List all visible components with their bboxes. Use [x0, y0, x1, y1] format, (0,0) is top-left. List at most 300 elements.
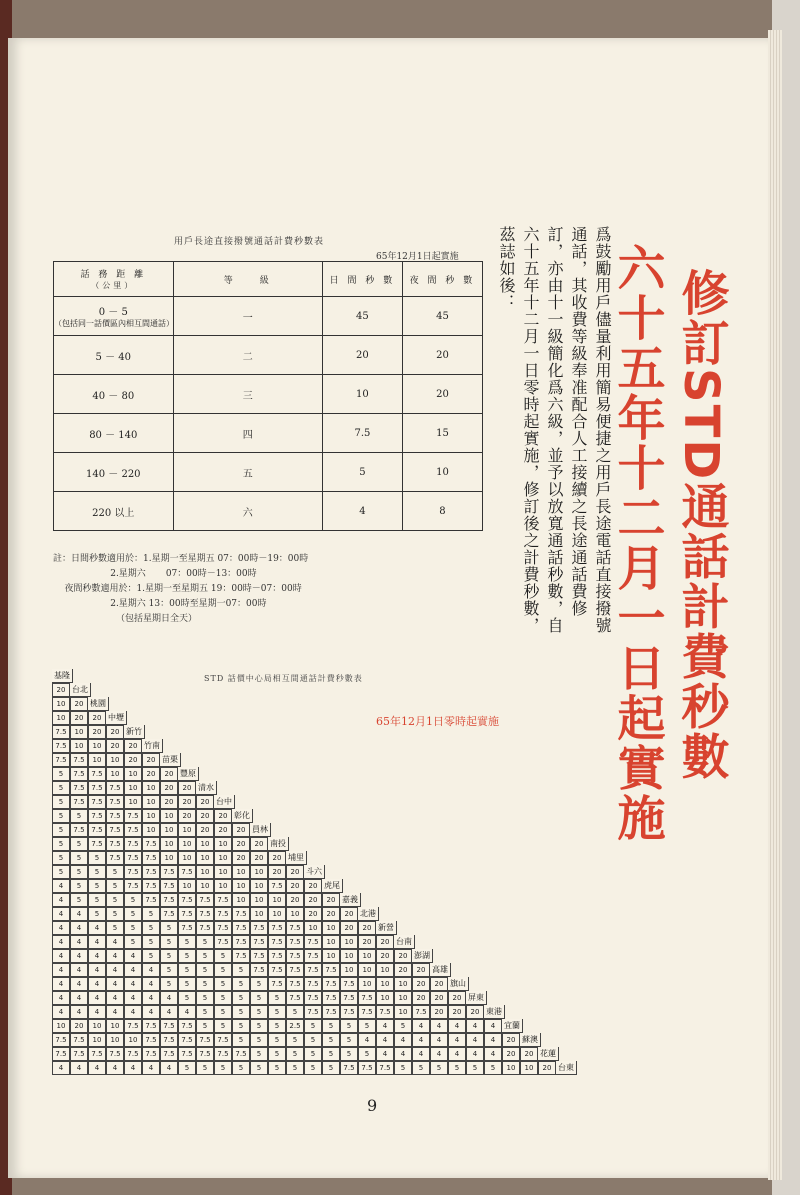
matrix-station-label: 嘉義: [340, 893, 361, 907]
matrix-cell: 7.5: [268, 879, 286, 893]
matrix-cell: 20: [286, 893, 304, 907]
matrix-cell: 7.5: [160, 893, 178, 907]
matrix-cell: 10: [142, 823, 160, 837]
matrix-cell: 20: [142, 753, 160, 767]
matrix-cell: 5: [304, 1061, 322, 1075]
matrix-cell: 4: [70, 1061, 88, 1075]
matrix-cell: 7.5: [70, 795, 88, 809]
matrix-cell: 5: [160, 921, 178, 935]
night-seconds-cell: 20: [402, 336, 482, 375]
matrix-cell: 5: [88, 879, 106, 893]
day-seconds-cell: 20: [322, 336, 402, 375]
matrix-cell: 4: [430, 1019, 448, 1033]
matrix-cell: 5: [70, 809, 88, 823]
matrix-cell: 7.5: [322, 1005, 340, 1019]
matrix-cell: 10: [160, 823, 178, 837]
rate-table-notes: [53, 552, 308, 627]
matrix-cell: 5: [142, 921, 160, 935]
matrix-cell: 7.5: [124, 837, 142, 851]
matrix-cell: 7.5: [376, 1005, 394, 1019]
rate-table-body: [54, 297, 483, 531]
matrix-cell: 7.5: [340, 1005, 358, 1019]
matrix-cell: 7.5: [304, 963, 322, 977]
matrix-title: STD 話價中心局相互間通話計費秒數表: [204, 674, 363, 683]
matrix-cell: 7.5: [88, 781, 106, 795]
matrix-cell: 20: [88, 725, 106, 739]
matrix-cell: 7.5: [268, 963, 286, 977]
matrix-cell: 7.5: [124, 809, 142, 823]
matrix-cell: 20: [538, 1061, 556, 1075]
matrix-cell: 7.5: [232, 921, 250, 935]
header-day-seconds: 日 間 秒 數: [322, 262, 402, 297]
matrix-cell: 7.5: [268, 921, 286, 935]
distance-cell: 5 － 40: [54, 336, 174, 375]
matrix-cell: 4: [88, 921, 106, 935]
matrix-cell: 7.5: [142, 837, 160, 851]
matrix-cell: 5: [304, 1033, 322, 1047]
matrix-cell: 7.5: [106, 837, 124, 851]
matrix-cell: 10: [106, 1033, 124, 1047]
matrix-cell: 5: [268, 1033, 286, 1047]
matrix-cell: 5: [178, 1061, 196, 1075]
matrix-cell: 20: [160, 781, 178, 795]
matrix-cell: 7.5: [142, 1047, 160, 1061]
matrix-cell: 7.5: [214, 1047, 232, 1061]
matrix-cell: 20: [358, 935, 376, 949]
matrix-cell: 10: [250, 865, 268, 879]
matrix-cell: 4: [358, 1033, 376, 1047]
matrix-cell: 20: [70, 1019, 88, 1033]
matrix-station-label: 員林: [250, 823, 271, 837]
matrix-cell: 4: [70, 921, 88, 935]
matrix-cell: 10: [52, 711, 70, 725]
matrix-cell: 20: [268, 865, 286, 879]
matrix-cell: 10: [268, 893, 286, 907]
rate-row: [54, 297, 483, 336]
rate-row: [54, 492, 483, 531]
matrix-cell: 10: [70, 725, 88, 739]
matrix-cell: 7.5: [88, 809, 106, 823]
matrix-cell: 20: [106, 725, 124, 739]
matrix-cell: 4: [88, 991, 106, 1005]
page-number: 9: [367, 1096, 378, 1115]
matrix-cell: 4: [466, 1019, 484, 1033]
matrix-cell: 5: [106, 879, 124, 893]
matrix-cell: 5: [124, 921, 142, 935]
matrix-cell: 4: [70, 907, 88, 921]
matrix-cell: 7.5: [214, 1033, 232, 1047]
matrix-cell: 7.5: [124, 879, 142, 893]
matrix-station-label: 豐原: [178, 767, 199, 781]
matrix-cell: 10: [250, 879, 268, 893]
matrix-cell: 5: [304, 1019, 322, 1033]
matrix-cell: 4: [448, 1047, 466, 1061]
matrix-cell: 10: [322, 935, 340, 949]
matrix-station-label: 花蓮: [538, 1047, 559, 1061]
matrix-cell: 10: [358, 949, 376, 963]
matrix-cell: 10: [70, 739, 88, 753]
matrix-cell: 5: [214, 949, 232, 963]
grade-cell: 一: [173, 297, 322, 336]
matrix-cell: 10: [322, 921, 340, 935]
matrix-cell: 10: [394, 1005, 412, 1019]
matrix-cell: 4: [106, 935, 124, 949]
matrix-cell: 10: [520, 1061, 538, 1075]
matrix-cell: 4: [124, 963, 142, 977]
matrix-cell: 7.5: [106, 795, 124, 809]
matrix-cell: 7.5: [214, 935, 232, 949]
matrix-cell: 7.5: [250, 921, 268, 935]
matrix-cell: 10: [358, 963, 376, 977]
matrix-cell: 10: [88, 753, 106, 767]
matrix-cell: 4: [376, 1047, 394, 1061]
matrix-cell: 20: [304, 893, 322, 907]
matrix-cell: 10: [106, 753, 124, 767]
matrix-cell: 5: [196, 991, 214, 1005]
matrix-cell: 5: [88, 865, 106, 879]
matrix-cell: 10: [502, 1061, 520, 1075]
matrix-cell: 7.5: [214, 907, 232, 921]
matrix-cell: 5: [322, 1047, 340, 1061]
matrix-cell: 7.5: [250, 949, 268, 963]
matrix-cell: 5: [52, 865, 70, 879]
matrix-cell: 10: [88, 1033, 106, 1047]
matrix-cell: 20: [430, 1005, 448, 1019]
matrix-cell: 20: [214, 809, 232, 823]
matrix-cell: 4: [124, 949, 142, 963]
matrix-cell: 7.5: [124, 851, 142, 865]
matrix-cell: 10: [106, 1019, 124, 1033]
matrix-cell: 10: [196, 865, 214, 879]
matrix-cell: 7.5: [178, 921, 196, 935]
matrix-cell: 10: [178, 851, 196, 865]
matrix-cell: 7.5: [340, 977, 358, 991]
matrix-cell: 10: [196, 879, 214, 893]
matrix-cell: 7.5: [106, 851, 124, 865]
matrix-cell: 7.5: [70, 753, 88, 767]
matrix-cell: 5: [196, 1019, 214, 1033]
matrix-cell: 20: [196, 809, 214, 823]
matrix-cell: 7.5: [304, 991, 322, 1005]
matrix-cell: 4: [52, 935, 70, 949]
matrix-cell: 7.5: [88, 795, 106, 809]
night-seconds-cell: 45: [402, 297, 482, 336]
matrix-cell: 7.5: [232, 907, 250, 921]
matrix-cell: 5: [232, 991, 250, 1005]
matrix-cell: 10: [232, 879, 250, 893]
matrix-cell: 7.5: [268, 935, 286, 949]
matrix-station-label: 斗六: [304, 865, 325, 879]
matrix-cell: 7.5: [286, 935, 304, 949]
matrix-cell: 5: [286, 1033, 304, 1047]
matrix-cell: 20: [286, 865, 304, 879]
matrix-cell: 4: [484, 1033, 502, 1047]
matrix-cell: 20: [178, 795, 196, 809]
matrix-cell: 4: [394, 1047, 412, 1061]
matrix-effective-date: 65年12月1日零時起實施: [376, 715, 499, 728]
matrix-cell: 4: [52, 991, 70, 1005]
matrix-cell: 4: [448, 1033, 466, 1047]
matrix-cell: 4: [430, 1033, 448, 1047]
matrix-cell: 5: [88, 893, 106, 907]
matrix-cell: 7.5: [214, 921, 232, 935]
matrix-cell: 4: [52, 893, 70, 907]
grade-cell: 三: [173, 375, 322, 414]
note-line: 註：日間秒數適用於：1.星期一至星期五 07：00時－19：00時: [53, 554, 309, 564]
matrix-cell: 20: [160, 795, 178, 809]
matrix-cell: 20: [448, 991, 466, 1005]
matrix-cell: 7.5: [106, 809, 124, 823]
matrix-cell: 7.5: [106, 823, 124, 837]
matrix-cell: 20: [106, 739, 124, 753]
matrix-cell: 4: [88, 949, 106, 963]
matrix-cell: 5: [286, 1005, 304, 1019]
matrix-cell: 7.5: [124, 1019, 142, 1033]
matrix-cell: 4: [52, 949, 70, 963]
matrix-cell: 7.5: [160, 1047, 178, 1061]
note-line: 夜間秒數適用於：1.星期一至星期五 19：00時－07：00時: [53, 584, 302, 594]
matrix-cell: 10: [196, 851, 214, 865]
matrix-station-label: 台東: [556, 1061, 577, 1075]
matrix-cell: 20: [232, 823, 250, 837]
matrix-cell: 7.5: [178, 1047, 196, 1061]
matrix-cell: 5: [214, 1005, 232, 1019]
matrix-cell: 5: [340, 1019, 358, 1033]
main-title-line1: 修訂STD通話計費秒數: [673, 268, 729, 782]
matrix-station-label: 東港: [484, 1005, 505, 1019]
matrix-cell: 10: [394, 977, 412, 991]
matrix-cell: 7.5: [52, 725, 70, 739]
matrix-cell: 4: [70, 963, 88, 977]
matrix-cell: 5: [106, 893, 124, 907]
matrix-cell: 10: [178, 879, 196, 893]
matrix-station-label: 蘇澳: [520, 1033, 541, 1047]
matrix-cell: 10: [124, 1033, 142, 1047]
matrix-cell: 5: [358, 1019, 376, 1033]
matrix-cell: 7.5: [88, 837, 106, 851]
matrix-station-label: 埔里: [286, 851, 307, 865]
matrix-cell: 5: [232, 1033, 250, 1047]
matrix-cell: 10: [250, 907, 268, 921]
matrix-cell: 4: [88, 977, 106, 991]
matrix-cell: 20: [232, 851, 250, 865]
matrix-cell: 5: [178, 949, 196, 963]
matrix-cell: 10: [358, 977, 376, 991]
matrix-cell: 4: [88, 935, 106, 949]
matrix-cell: 7.5: [106, 781, 124, 795]
matrix-cell: 7.5: [142, 893, 160, 907]
matrix-cell: 10: [52, 697, 70, 711]
matrix-cell: 10: [376, 977, 394, 991]
matrix-cell: 5: [268, 1019, 286, 1033]
matrix-cell: 10: [340, 963, 358, 977]
matrix-cell: 5: [196, 935, 214, 949]
matrix-cell: 5: [52, 837, 70, 851]
matrix-cell: 5: [250, 1033, 268, 1047]
matrix-cell: 7.5: [286, 949, 304, 963]
matrix-cell: 7.5: [70, 781, 88, 795]
matrix-station-label: 基隆: [52, 669, 73, 683]
matrix-cell: 5: [52, 767, 70, 781]
matrix-cell: 4: [466, 1047, 484, 1061]
matrix-cell: 4: [142, 963, 160, 977]
matrix-cell: 4: [376, 1033, 394, 1047]
matrix-station-label: 澎湖: [412, 949, 433, 963]
matrix-cell: 20: [124, 739, 142, 753]
matrix-cell: 7.5: [178, 907, 196, 921]
matrix-cell: 5: [88, 907, 106, 921]
rate-row: [54, 336, 483, 375]
document-page: [8, 38, 768, 1178]
matrix-cell: 5: [52, 851, 70, 865]
day-seconds-cell: 7.5: [322, 414, 402, 453]
matrix-cell: 7.5: [286, 977, 304, 991]
matrix-cell: 5: [178, 935, 196, 949]
matrix-cell: 5: [160, 963, 178, 977]
matrix-cell: 4: [88, 1005, 106, 1019]
matrix-cell: 7.5: [232, 935, 250, 949]
matrix-cell: 7.5: [358, 1005, 376, 1019]
matrix-cell: 5: [250, 977, 268, 991]
note-line: 2.星期六 07：00時－13：00時: [53, 569, 257, 579]
matrix-cell: 20: [412, 963, 430, 977]
matrix-cell: 7.5: [88, 767, 106, 781]
matrix-cell: 7.5: [178, 1019, 196, 1033]
matrix-cell: 5: [142, 949, 160, 963]
matrix-cell: 4: [52, 921, 70, 935]
matrix-cell: 10: [124, 781, 142, 795]
rate-table-title: 用戶長途直接撥號通話計費秒數表: [174, 237, 325, 247]
matrix-cell: 5: [214, 977, 232, 991]
matrix-cell: 7.5: [52, 1033, 70, 1047]
matrix-station-label: 高雄: [430, 963, 451, 977]
matrix-cell: 20: [124, 753, 142, 767]
matrix-cell: 20: [430, 991, 448, 1005]
matrix-cell: 7.5: [304, 1005, 322, 1019]
night-seconds-cell: 10: [402, 453, 482, 492]
matrix-cell: 4: [106, 949, 124, 963]
matrix-cell: 10: [106, 767, 124, 781]
matrix-cell: 5: [448, 1061, 466, 1075]
matrix-cell: 5: [70, 879, 88, 893]
matrix-cell: 5: [358, 1047, 376, 1061]
matrix-cell: 5: [196, 1061, 214, 1075]
matrix-station-label: 台北: [70, 683, 91, 697]
matrix-cell: 7.5: [178, 1033, 196, 1047]
matrix-cell: 10: [124, 795, 142, 809]
header-night-seconds: 夜 間 秒 數: [402, 262, 482, 297]
matrix-cell: 4: [88, 1061, 106, 1075]
matrix-cell: 10: [268, 907, 286, 921]
matrix-cell: 7.5: [52, 739, 70, 753]
matrix-cell: 20: [88, 711, 106, 725]
matrix-cell: 4: [448, 1019, 466, 1033]
matrix-cell: 7.5: [196, 893, 214, 907]
matrix-cell: 5: [70, 865, 88, 879]
matrix-cell: 4: [412, 1033, 430, 1047]
matrix-cell: 10: [286, 907, 304, 921]
matrix-cell: 5: [52, 809, 70, 823]
matrix-cell: 5: [394, 1061, 412, 1075]
grade-cell: 六: [173, 492, 322, 531]
matrix-cell: 7.5: [70, 823, 88, 837]
matrix-cell: 4: [430, 1047, 448, 1061]
matrix-cell: 5: [106, 921, 124, 935]
matrix-cell: 5: [178, 977, 196, 991]
matrix-cell: 10: [214, 837, 232, 851]
matrix-cell: 5: [232, 1061, 250, 1075]
matrix-cell: 20: [304, 879, 322, 893]
matrix-cell: 7.5: [160, 907, 178, 921]
matrix-cell: 7.5: [250, 935, 268, 949]
matrix-cell: 5: [430, 1061, 448, 1075]
matrix-cell: 5: [106, 865, 124, 879]
matrix-cell: 5: [232, 1019, 250, 1033]
matrix-cell: 10: [232, 893, 250, 907]
matrix-cell: 7.5: [160, 865, 178, 879]
matrix-cell: 10: [88, 1019, 106, 1033]
matrix-cell: 5: [160, 977, 178, 991]
matrix-cell: 5: [160, 935, 178, 949]
matrix-cell: 4: [106, 977, 124, 991]
matrix-cell: 5: [160, 949, 178, 963]
matrix-cell: 7.5: [124, 1047, 142, 1061]
matrix-cell: 4: [484, 1047, 502, 1061]
grade-cell: 四: [173, 414, 322, 453]
matrix-cell: 5: [232, 977, 250, 991]
matrix-cell: 20: [196, 795, 214, 809]
matrix-cell: 20: [196, 823, 214, 837]
matrix-station-label: 新營: [376, 921, 397, 935]
matrix-cell: 7.5: [304, 949, 322, 963]
matrix-cell: 7.5: [412, 1005, 430, 1019]
matrix-cell: 7.5: [322, 963, 340, 977]
matrix-cell: 20: [520, 1047, 538, 1061]
matrix-station-label: 彰化: [232, 809, 253, 823]
rate-row: [54, 375, 483, 414]
matrix-cell: 7.5: [160, 879, 178, 893]
matrix-cell: 7.5: [196, 1047, 214, 1061]
matrix-cell: 7.5: [52, 1047, 70, 1061]
matrix-cell: 7.5: [196, 907, 214, 921]
matrix-station-label: 旗山: [448, 977, 469, 991]
matrix-cell: 5: [466, 1061, 484, 1075]
rate-table-effective-date: 65年12月1日起實施: [376, 252, 459, 262]
matrix-cell: 7.5: [124, 865, 142, 879]
matrix-cell: 10: [340, 949, 358, 963]
matrix-cell: 5: [214, 1019, 232, 1033]
matrix-cell: 20: [214, 823, 232, 837]
matrix-cell: 4: [70, 935, 88, 949]
matrix-cell: 10: [178, 823, 196, 837]
matrix-cell: 20: [502, 1047, 520, 1061]
matrix-cell: 5: [142, 935, 160, 949]
matrix-cell: 7.5: [160, 1019, 178, 1033]
matrix-cell: 7.5: [178, 865, 196, 879]
matrix-cell: 7.5: [70, 1033, 88, 1047]
matrix-cell: 7.5: [250, 963, 268, 977]
matrix-cell: 20: [412, 991, 430, 1005]
matrix-station-label: 苗栗: [160, 753, 181, 767]
matrix-cell: 7.5: [358, 991, 376, 1005]
distance-note: （包括同一話價區內相互間通話）: [54, 319, 174, 328]
matrix-cell: 10: [160, 837, 178, 851]
matrix-cell: 5: [340, 1047, 358, 1061]
matrix-cell: 20: [304, 907, 322, 921]
matrix-cell: 7.5: [142, 865, 160, 879]
matrix-cell: 10: [178, 837, 196, 851]
matrix-cell: 5: [394, 1019, 412, 1033]
